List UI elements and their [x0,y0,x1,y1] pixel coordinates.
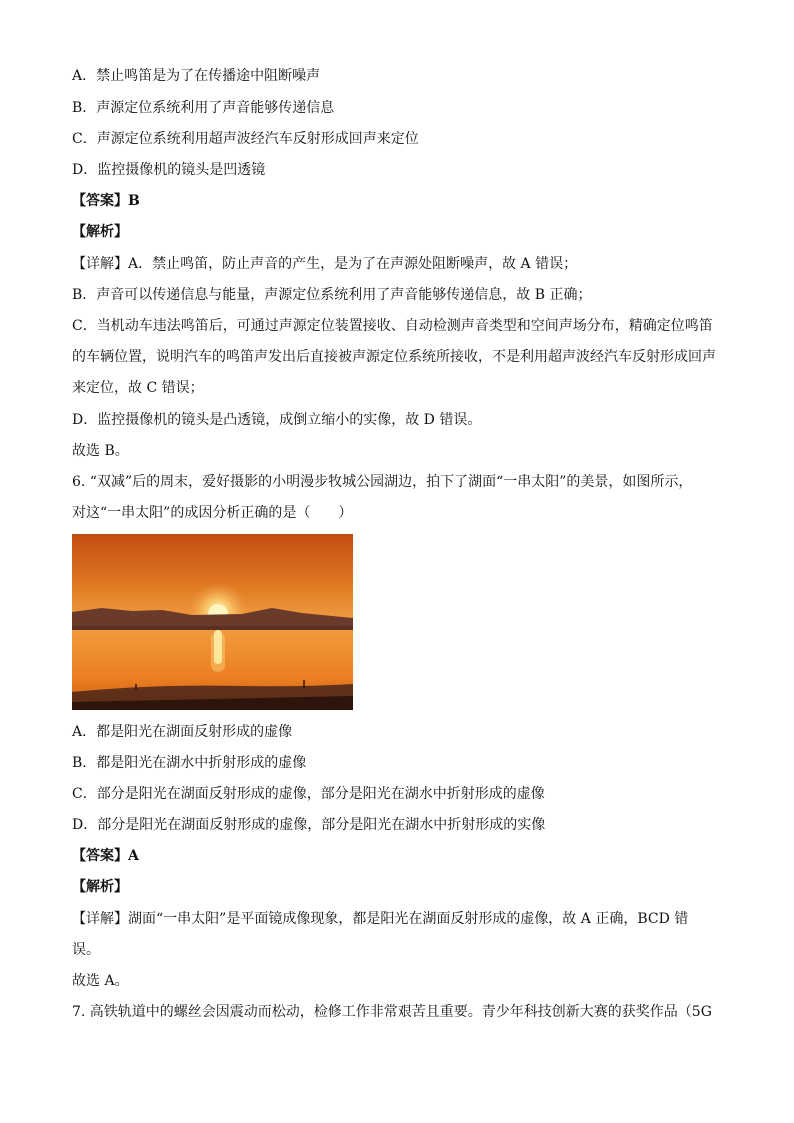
reflection-glow [211,632,225,672]
q6-option-d: D．部分是阳光在湖面反射形成的虚像，部分是阳光在湖水中折射形成的实像 [72,817,546,833]
q5-analysis-heading: 【解析】 [72,224,128,240]
q5-option-a: A．禁止鸣笛是为了在传播途中阻断噪声 [72,68,321,84]
q5-detail-line: D．监控摄像机的镜头是凸透镜，成倒立缩小的实像，故 D 错误。 [72,412,482,428]
q6-detail-line: 【详解】湖面“一串太阳”是平面镜成像现象，都是阳光在湖面反射形成的虚像，故 A 正确，BCD 错 [72,911,689,927]
q6-conclusion: 故选 A。 [72,973,129,989]
lake-sunset-photo [72,534,353,710]
q5-detail-line: 【详解】A．禁止鸣笛，防止声音的产生，是为了在声源处阻断噪声，故 A 错误； [72,256,578,272]
q6-answer: 【答案】A [72,848,139,864]
q6-option-a: A．都是阳光在湖面反射形成的虚像 [72,724,293,740]
q5-detail-line: 的车辆位置，说明汽车的鸣笛声发出后直接被声源定位系统所接收，不是利用超声波经汽车反射形成回声 [72,349,716,365]
q5-option-d: D．监控摄像机的镜头是凹透镜 [72,162,266,178]
q5-detail-line: B．声音可以传递信息与能量，声源定位系统利用了声音能够传递信息，故 B 正确； [72,287,592,303]
q5-option-c: C．声源定位系统利用超声波经汽车反射形成回声来定位 [72,131,419,147]
q5-detail-line: 来定位，故 C 错误； [72,380,204,396]
q7-stem-line: 7. 高铁轨道中的螺丝会因震动而松动，检修工作非常艰苦且重要。青少年科技创新大赛的获奖作品（5G [72,1004,712,1020]
q5-option-b: B．声源定位系统利用了声音能够传递信息 [72,100,335,116]
sunset-image [72,534,353,710]
q6-stem-line: 6. “双减”后的周末，爱好摄影的小明漫步牧城公园湖边，拍下了湖面“一串太阳”的美景，如图所示， [72,474,693,490]
q6-stem-line: 对这“一串太阳”的成因分析正确的是（ ） [72,505,353,521]
q6-detail-line: 误。 [72,942,100,958]
q6-option-c: C．部分是阳光在湖面反射形成的虚像，部分是阳光在湖水中折射形成的虚像 [72,786,545,802]
shoreline [72,626,353,630]
q6-analysis-heading: 【解析】 [72,879,128,895]
q5-detail-line: C．当机动车违法鸣笛后，可通过声源定位装置接收、自动检测声音类型和空间声场分布，精确定位鸣笛 [72,318,713,334]
q5-conclusion: 故选 B。 [72,443,129,459]
q5-answer: 【答案】B [72,193,140,209]
q6-option-b: B．都是阳光在湖水中折射形成的虚像 [72,755,307,771]
